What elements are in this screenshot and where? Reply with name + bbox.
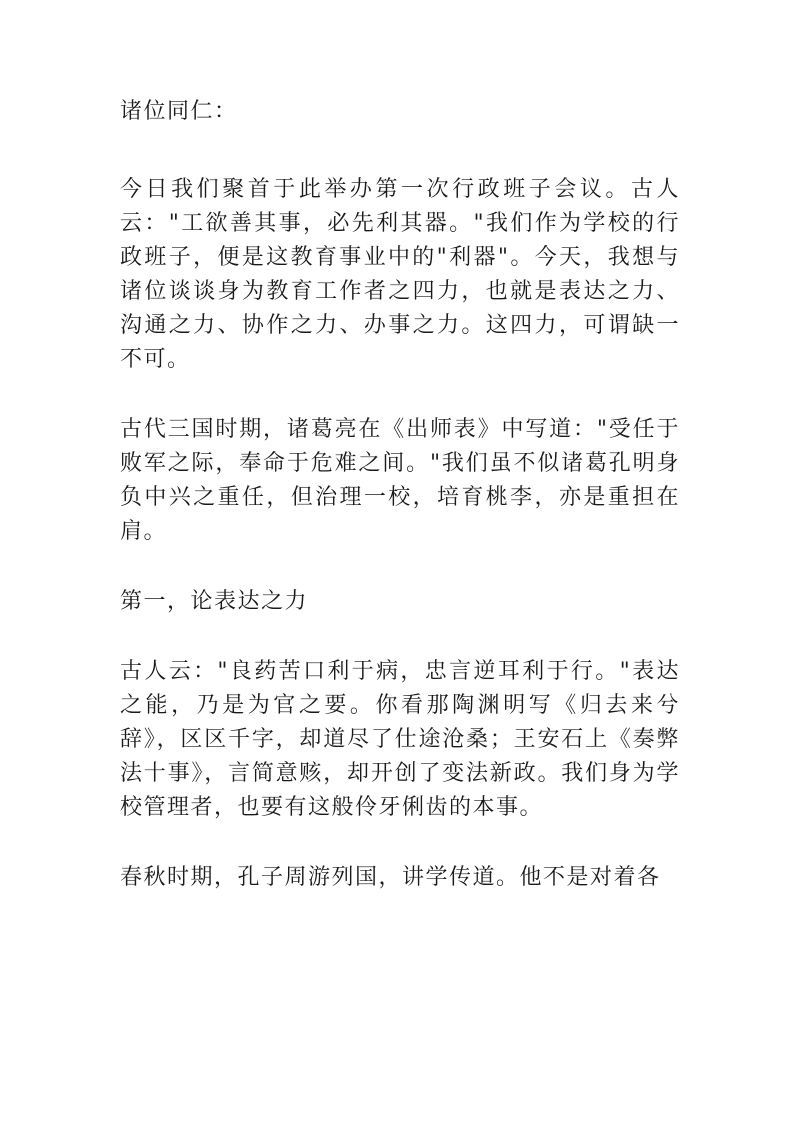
document-page [120,95,680,931]
paragraph-three-kingdoms: 古代三国时期，诸葛亮在《出师表》中写道："受任于败军之际，奉命于危难之间。"我们虽不似诸葛孔明身负中兴之重任，但治理一校，培育桃李，亦是重担在肩。 [120,417,680,544]
section-heading-expression: 第一，论表达之力 [120,589,309,614]
paragraph-opening: 今日我们聚首于此举办第一次行政班子会议。古人云："工欲善其事，必先利其器。"我们作为学校的行政班子，便是这教育事业中的"利器"。今天，我想与诸位谈谈身为教育工作者之四力，也就是表达之力、沟通之力、协作之力、办事之力。这四力，可谓缺一不可。 [120,177,680,372]
paragraph-expression: 古人云："良药苦口利于病，忠言逆耳利于行。"表达之能，乃是为官之要。你看那陶渊明写《归去来兮辞》，区区千字，却道尽了仕途沧桑；王安石上《奏弊法十事》，言简意赅，却开创了变法新政。我们身为学校管理者，也要有这般伶牙俐齿的本事。 [120,659,680,820]
salutation: 诸位同仁： [120,99,238,124]
paragraph-confucius: 春秋时期，孔子周游列国，讲学传道。他不是对着各 [120,865,661,890]
